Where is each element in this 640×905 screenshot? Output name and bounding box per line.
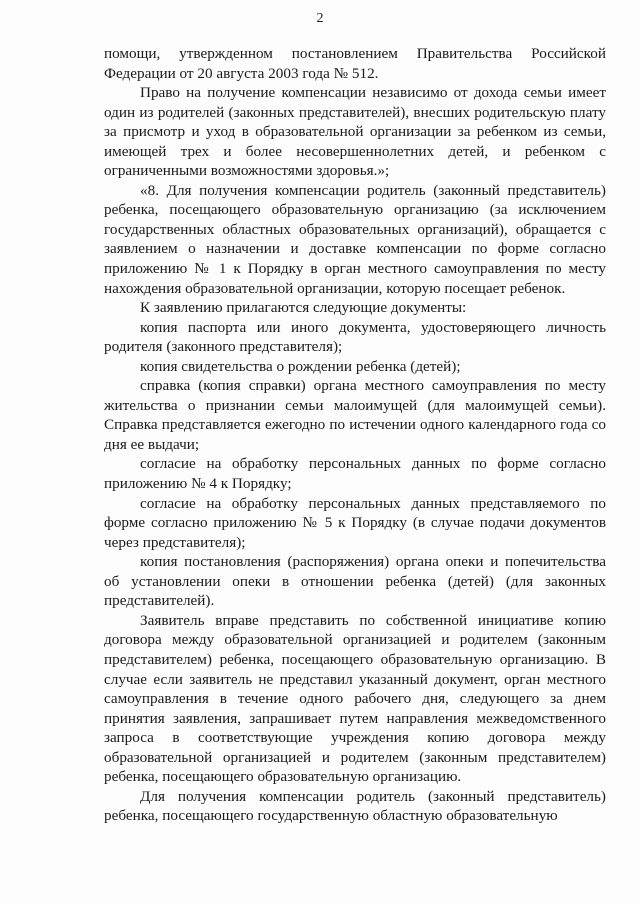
- document-body: [104, 44, 606, 826]
- list-item-consent-annex-4: согласие на обработку персональных данных по форме согласно приложению № 4 к Порядку;: [104, 455, 606, 493]
- paragraph-item-8: «8. Для получения компенсации родитель (законный представитель) ребенка, посещающего образовательную организацию (за исключением государственных областных образовательных организаций), обращается с заявлением о назначении и доставке компенсации по форме согласно приложению № 1 к Порядку в орган местного самоуправления по месту нахождения образовательной организации, которую посещает ребенок.: [104, 181, 606, 297]
- list-item-low-income-certificate: справка (копия справки) органа местного самоуправления по месту жительства о признании семьи малоимущей (для малоимущей семьи). Справка представляется ежегодно по истечении одного календарного года со дня ее выдачи;: [104, 377, 606, 453]
- list-item-consent-annex-5: согласие на обработку персональных данных представляемого по форме согласно приложению № 5 к Порядку (в случае подачи документов через представителя);: [104, 494, 606, 551]
- list-item-guardianship-resolution: копия постановления (распоряжения) органа опеки и попечительства об установлении опеки в отношении ребенка (детей) (для законных представителей).: [104, 553, 606, 610]
- list-item-birth-certificate: копия свидетельства о рождении ребенка (детей);: [140, 357, 461, 375]
- page-number: 2: [316, 11, 324, 26]
- paragraph-continuation: помощи, утвержденном постановлением Правительства Российской Федерации от 20 августа 2003 года № 512.: [104, 45, 606, 82]
- paragraph-documents-intro: К заявлению прилагаются следующие документы:: [140, 299, 467, 317]
- list-item-passport-copy: копия паспорта или иного документа, удостоверяющего личность родителя (законного представителя);: [104, 318, 606, 356]
- paragraph-compensation-right: Право на получение компенсации независимо от дохода семьи имеет один из родителей (законных представителей), внесших родительскую плату за присмотр и уход в образовательной организации за ребенком из семьи, имеющей трех и более несовершеннолетних детей, и ребенком с ограниченными возможностями здоровья.»;: [104, 84, 606, 180]
- paragraph-applicant-contract: Заявитель вправе представить по собственной инициативе копию договора между образовательной организацией и родителем (законным представителем) ребенка, посещающего образовательную организацию. В случае если заявитель не представил указанный документ, орган местного самоуправления в течение одного рабочего дня, следующего за днем принятия заявления, запрашивает путем направления межведомственного запроса в соответствующие учреждения копию договора между образовательной организацией и родителем (законным представителем) ребенка, посещающего образовательную организацию.: [104, 611, 606, 786]
- paragraph-state-organizations: Для получения компенсации родитель (законный представитель) ребенка, посещающего государственную областную образовательную: [104, 787, 606, 825]
